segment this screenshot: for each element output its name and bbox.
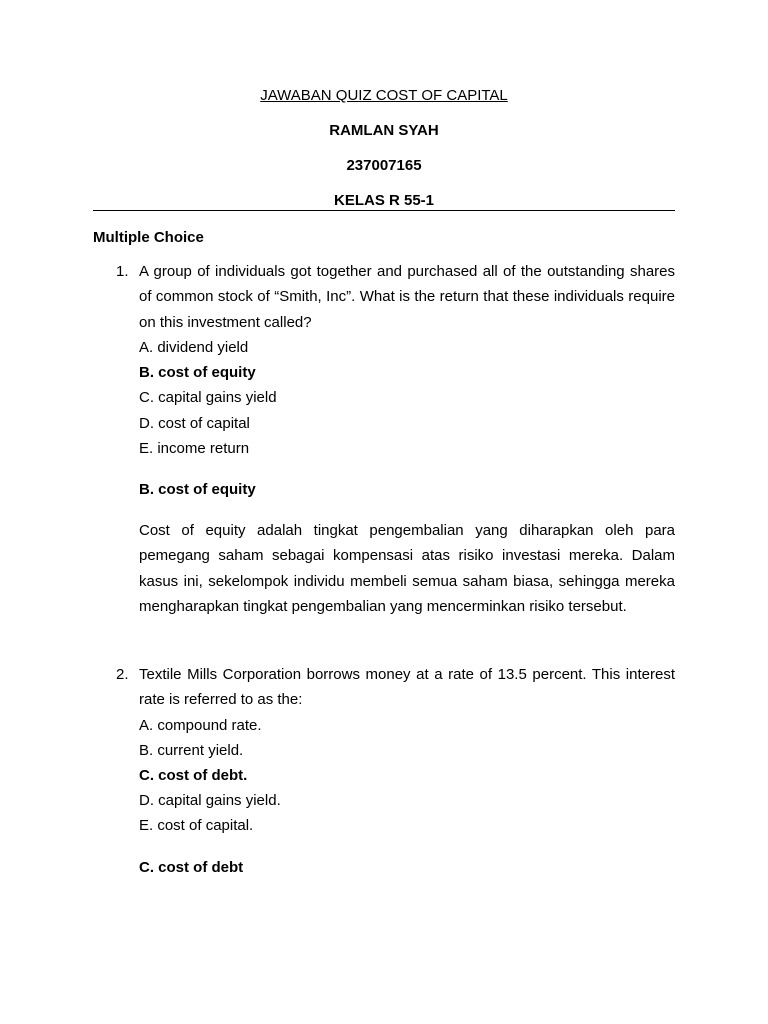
student-name: RAMLAN SYAH — [329, 122, 439, 139]
question-text: A group of individuals got together and purchased all of the outstanding shares of common stock of “Smith, Inc”. What is the return that these individuals require on this investment called? — [139, 263, 675, 331]
question-number: 1. — [116, 263, 129, 280]
question-body — [139, 662, 675, 880]
option-b: B. cost of equity — [139, 364, 256, 382]
explanation: Cost of equity adalah tingkat pengembalian yang diharapkan oleh para pemegang saham sebagai kompensasi atas risiko investasi mereka. Dalam kasus ini, sekelompok individu membeli semua saham biasa, sehingga mereka mengharapkan tingkat pengembalian yang mencerminkan risiko tersebut. — [139, 521, 675, 615]
option-a: A. dividend yield — [139, 338, 249, 356]
answer: C. cost of debt — [139, 858, 244, 876]
option-c: C. capital gains yield — [139, 389, 277, 407]
question-body — [139, 259, 675, 619]
option-d: D. cost of capital — [139, 414, 250, 432]
question-number: 2. — [116, 666, 129, 683]
header-divider — [93, 210, 675, 211]
option-e: E. income return — [139, 439, 250, 457]
student-id: 237007165 — [346, 157, 422, 174]
option-c: C. cost of debt. — [139, 767, 248, 784]
answer: B. cost of equity — [139, 480, 256, 498]
document-title: JAWABAN QUIZ COST OF CAPITAL — [260, 87, 508, 104]
section-title: Multiple Choice — [93, 229, 204, 246]
option-a: A. compound rate. — [139, 716, 262, 734]
option-d: D. capital gains yield. — [139, 792, 281, 810]
option-e: E. cost of capital. — [139, 817, 254, 835]
option-b: B. current yield. — [139, 741, 244, 759]
class-label: KELAS R 55-1 — [333, 192, 435, 209]
question-text: Textile Mills Corporation borrows money at a rate of 13.5 percent. This interest rate is referred to as the: — [139, 666, 675, 709]
